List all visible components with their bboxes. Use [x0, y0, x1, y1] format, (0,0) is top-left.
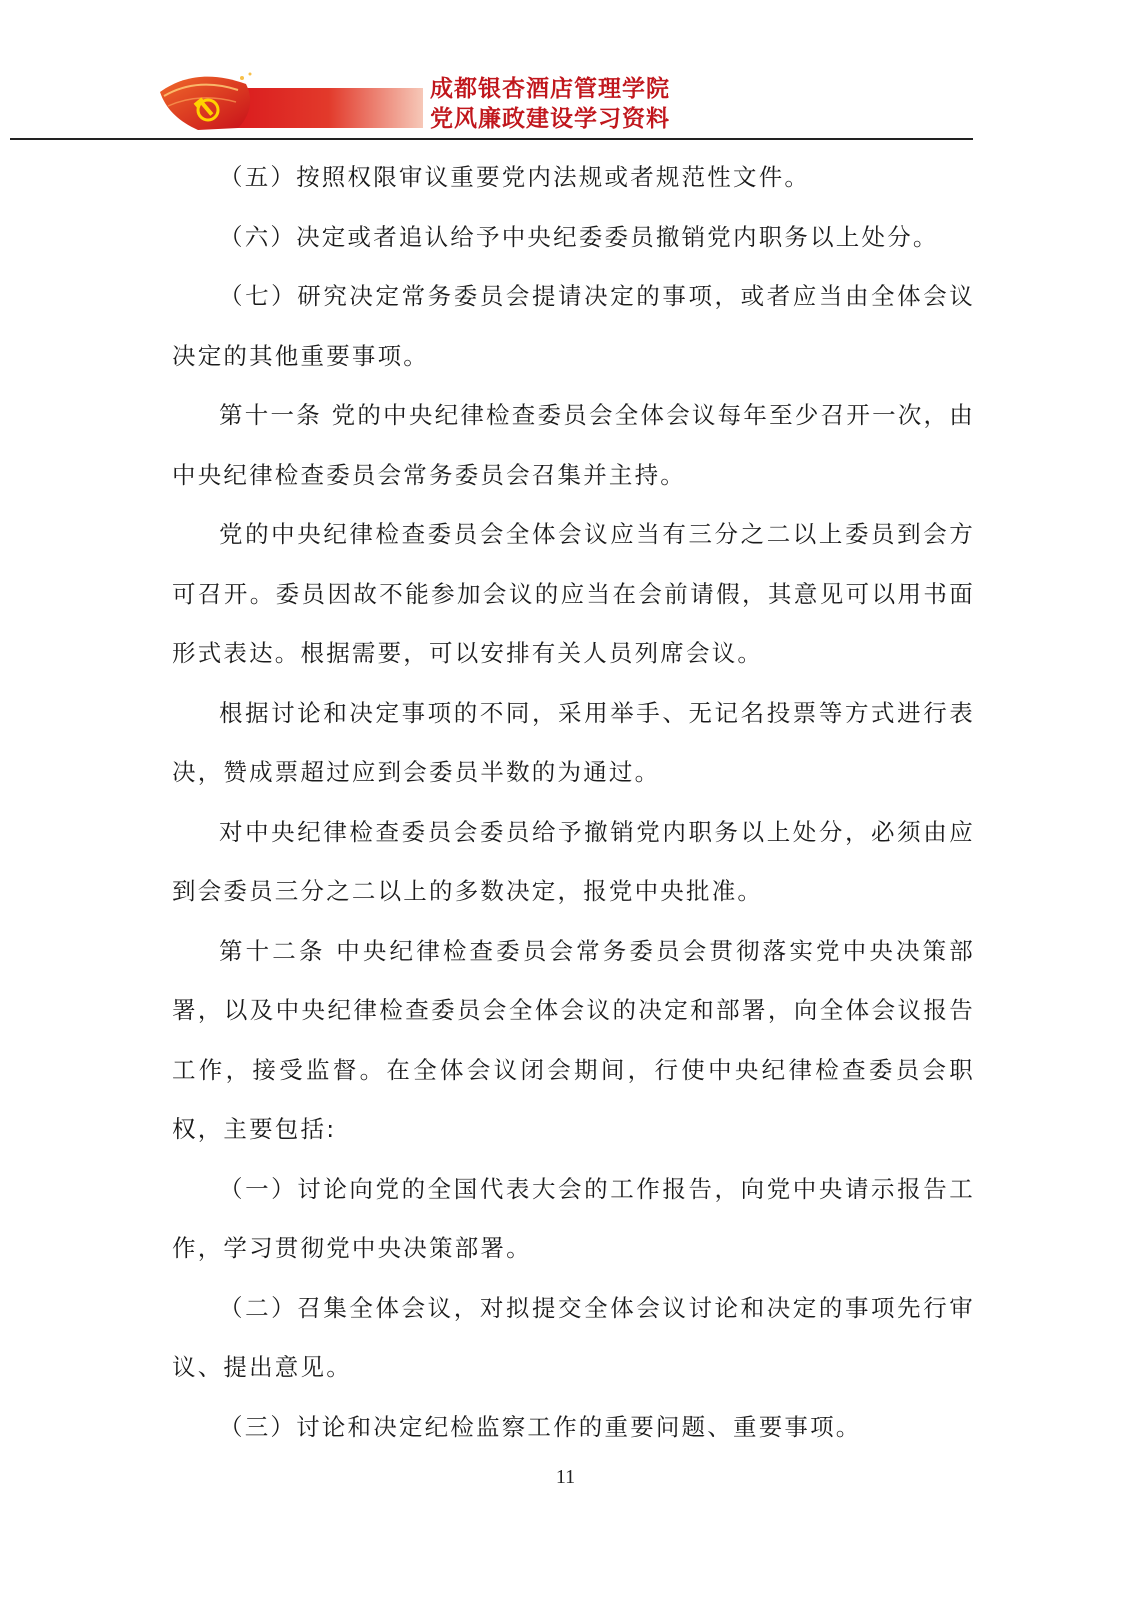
party-emblem-icon: [158, 70, 423, 132]
header-title-line1: 成都银杏酒店管理学院: [430, 75, 670, 102]
paragraph: （二）召集全体会议，对拟提交全体会议讨论和决定的事项先行审议、提出意见。: [172, 1293, 975, 1381]
paragraph: 党的中央纪律检查委员会全体会议应当有三分之二以上委员到会方可召开。委员因故不能参加会议的应当在会前请假，其意见可以用书面形式表达。根据需要，可以安排有关人员列席会议。: [172, 520, 975, 667]
document-body: [172, 148, 975, 1457]
paragraph: （五）按照权限审议重要党内法规或者规范性文件。: [219, 163, 811, 191]
header-title-line2: 党风廉政建设学习资料: [430, 105, 670, 132]
header-title: [430, 74, 670, 134]
paragraph: 第十一条 党的中央纪律检查委员会全体会议每年至少召开一次，由中央纪律检查委员会常务委员会召集并主持。: [172, 401, 975, 489]
header-divider: [10, 138, 973, 140]
page-number: 11: [555, 1466, 576, 1488]
paragraph: （六）决定或者追认给予中央纪委委员撤销党内职务以上处分。: [219, 222, 939, 251]
paragraph: 根据讨论和决定事项的不同，采用举手、无记名投票等方式进行表决，赞成票超过应到会委员半数的为通过。: [172, 698, 975, 786]
header-banner: [158, 70, 423, 132]
paragraph: 第十二条 中央纪律检查委员会常务委员会贯彻落实党中央决策部署，以及中央纪律检查委员会全体会议的决定和部署，向全体会议报告工作，接受监督。在全体会议闭会期间，行使中央纪律检查委员会职权，主要包括:: [172, 936, 975, 1143]
page-header: [158, 70, 973, 140]
paragraph: 对中央纪律检查委员会委员给予撤销党内职务以上处分，必须由应到会委员三分之二以上的多数决定，报党中央批准。: [172, 817, 975, 905]
paragraph: （一）讨论向党的全国代表大会的工作报告，向党中央请示报告工作，学习贯彻党中央决策部署。: [172, 1174, 975, 1262]
paragraph: （七）研究决定常务委员会提请决定的事项，或者应当由全体会议决定的其他重要事项。: [172, 282, 975, 370]
paragraph: （三）讨论和决定纪检监察工作的重要问题、重要事项。: [219, 1412, 862, 1441]
